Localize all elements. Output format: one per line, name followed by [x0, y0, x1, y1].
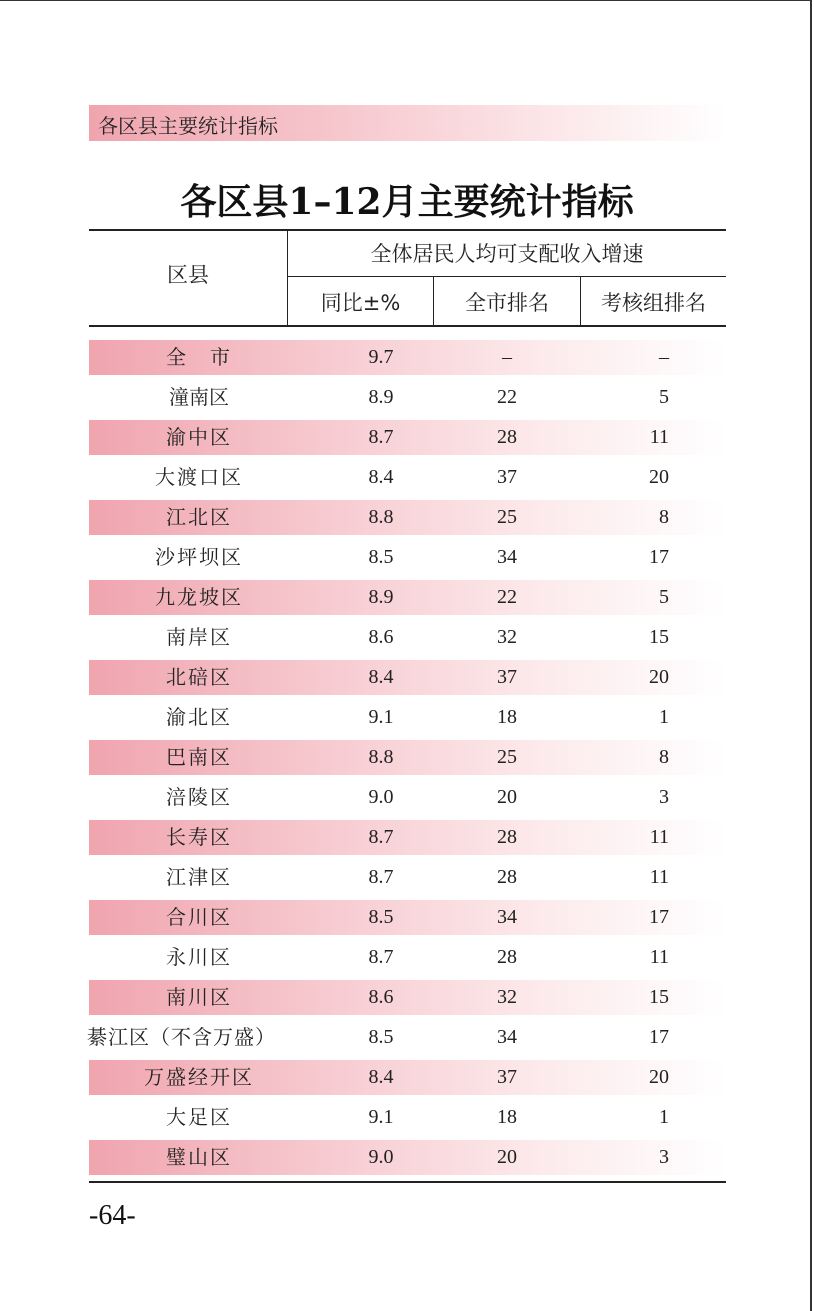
yoy-value: 9.7	[368, 346, 394, 368]
yoy-value: 8.4	[368, 466, 394, 488]
group-rank-value: 15	[649, 626, 669, 648]
group-rank-value: 8	[659, 506, 669, 528]
table-row	[89, 1060, 726, 1095]
yoy-value: 8.8	[368, 746, 394, 768]
table-row	[89, 740, 726, 775]
table-bottom-rule	[89, 1181, 726, 1183]
header-district: 区县	[167, 263, 209, 287]
city-rank-value: 25	[497, 506, 517, 528]
district-name: 合川区	[166, 905, 232, 929]
district-name: 长寿区	[166, 825, 232, 849]
district-name: 全 市	[166, 345, 232, 369]
group-rank-value: 17	[649, 546, 669, 568]
district-name: 大渡口区	[155, 465, 243, 489]
city-rank-value: 37	[497, 666, 517, 688]
district-name: 北碚区	[166, 665, 232, 689]
yoy-value: 8.4	[368, 666, 394, 688]
table-row	[89, 780, 726, 815]
group-rank-value: 20	[649, 1066, 669, 1088]
group-rank-value: 11	[649, 426, 669, 448]
group-rank-value: 17	[649, 906, 669, 928]
group-rank-value: 17	[649, 1026, 669, 1048]
city-rank-value: 22	[497, 386, 517, 408]
yoy-value: 8.5	[368, 546, 394, 568]
district-name: 南川区	[166, 985, 232, 1009]
city-rank-value: 28	[497, 826, 517, 848]
table-row	[89, 460, 726, 495]
district-name: 南岸区	[166, 625, 232, 649]
city-rank-value: 32	[497, 626, 517, 648]
table-row	[89, 620, 726, 655]
page-title: 各区县1–12月主要统计指标	[180, 181, 634, 223]
yoy-value: 8.7	[368, 866, 394, 888]
yoy-value: 9.0	[368, 1146, 394, 1168]
section-header-label: 各区县主要统计指标	[98, 114, 278, 138]
city-rank-value: 28	[497, 946, 517, 968]
group-rank-value: 3	[659, 1146, 669, 1168]
header-bottom-rule	[89, 325, 726, 327]
city-rank-value: 34	[497, 1026, 517, 1048]
header-group-rank: 考核组排名	[601, 291, 706, 315]
yoy-value: 8.7	[368, 826, 394, 848]
table-row	[89, 1020, 726, 1055]
city-rank-value: 37	[497, 466, 517, 488]
table-row	[89, 420, 726, 455]
table-top-rule	[89, 229, 726, 231]
group-rank-value: 20	[649, 666, 669, 688]
group-rank-value: 3	[659, 786, 669, 808]
yoy-value: 8.7	[368, 426, 394, 448]
city-rank-value: 22	[497, 586, 517, 608]
district-name: 潼南区	[169, 385, 229, 409]
city-rank-value: 37	[497, 1066, 517, 1088]
table-row	[89, 700, 726, 735]
table-row	[89, 1100, 726, 1135]
district-name: 沙坪坝区	[155, 545, 243, 569]
district-name: 永川区	[166, 945, 232, 969]
yoy-value: 8.6	[368, 986, 394, 1008]
district-name: 渝北区	[166, 705, 232, 729]
group-rank-value: 5	[659, 386, 669, 408]
group-rank-value: 15	[649, 986, 669, 1008]
group-rank-value: 20	[649, 466, 669, 488]
district-name: 江北区	[166, 505, 232, 529]
district-name: 涪陵区	[166, 785, 232, 809]
district-name: 璧山区	[166, 1145, 232, 1169]
group-rank-value: 11	[649, 946, 669, 968]
table-row	[89, 900, 726, 935]
yoy-value: 8.5	[368, 906, 394, 928]
table-row	[89, 860, 726, 895]
table-row	[89, 380, 726, 415]
city-rank-value: 28	[497, 866, 517, 888]
city-rank-value: 34	[497, 546, 517, 568]
yoy-value: 8.9	[368, 586, 394, 608]
city-rank-value: 20	[497, 786, 517, 808]
yoy-value: 9.0	[368, 786, 394, 808]
city-rank-value: 18	[497, 706, 517, 728]
group-rank-value: 5	[659, 586, 669, 608]
yoy-value: 9.1	[368, 706, 394, 728]
table-row	[89, 1140, 726, 1175]
table-row	[89, 820, 726, 855]
city-rank-value: 20	[497, 1146, 517, 1168]
table-row	[89, 500, 726, 535]
group-rank-value: 11	[649, 826, 669, 848]
yoy-value: 9.1	[368, 1106, 394, 1128]
city-rank-value: –	[502, 346, 512, 368]
yoy-value: 8.4	[368, 1066, 394, 1088]
district-name: 渝中区	[166, 425, 232, 449]
district-name: 綦江区（不含万盛）	[87, 1025, 276, 1049]
header-mid-rule	[288, 276, 726, 277]
group-rank-value: 1	[659, 1106, 669, 1128]
group-rank-value: 11	[649, 866, 669, 888]
yoy-value: 8.5	[368, 1026, 394, 1048]
yoy-value: 8.9	[368, 386, 394, 408]
yoy-value: 8.6	[368, 626, 394, 648]
table-row	[89, 580, 726, 615]
table-row	[89, 340, 726, 375]
district-name: 万盛经开区	[144, 1065, 254, 1089]
table-row	[89, 540, 726, 575]
table-row	[89, 940, 726, 975]
group-rank-value: 8	[659, 746, 669, 768]
district-name: 九龙坡区	[155, 585, 243, 609]
city-rank-value: 25	[497, 746, 517, 768]
table-row	[89, 660, 726, 695]
table-row	[89, 980, 726, 1015]
city-rank-value: 32	[497, 986, 517, 1008]
page-number: -64-	[89, 1200, 136, 1231]
district-name: 巴南区	[166, 745, 232, 769]
group-rank-value: 1	[659, 706, 669, 728]
yoy-value: 8.7	[368, 946, 394, 968]
city-rank-value: 28	[497, 426, 517, 448]
city-rank-value: 18	[497, 1106, 517, 1128]
district-name: 大足区	[166, 1105, 232, 1129]
yoy-value: 8.8	[368, 506, 394, 528]
group-rank-value: –	[659, 346, 669, 368]
header-yoy: 同比±%	[320, 291, 401, 315]
city-rank-value: 34	[497, 906, 517, 928]
district-name: 江津区	[166, 865, 232, 889]
header-income-growth: 全体居民人均可支配收入增速	[370, 242, 644, 266]
header-city-rank: 全市排名	[465, 291, 549, 315]
